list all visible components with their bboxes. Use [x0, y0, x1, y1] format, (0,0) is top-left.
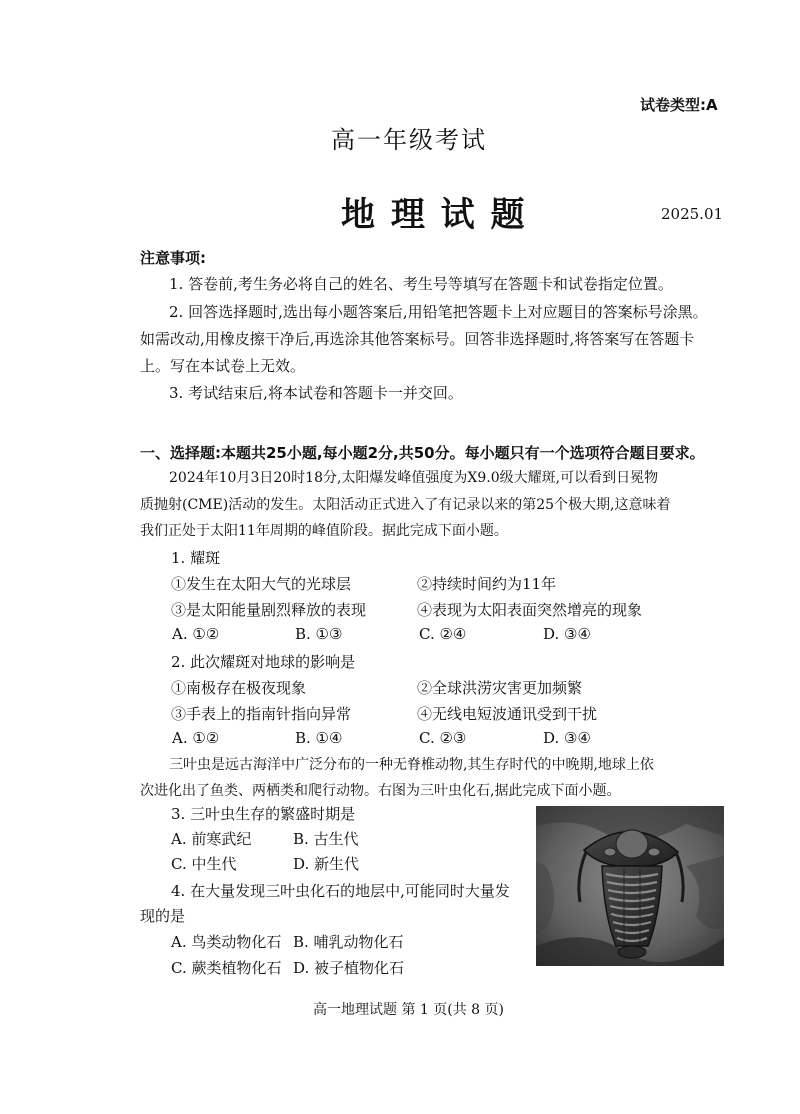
statement-item: ①发生在太阳大气的光球层 — [171, 575, 352, 593]
exam-date: 2025.01 — [661, 205, 724, 223]
answer-option: A. 鸟类动物化石 — [171, 933, 282, 951]
passage-line: 2024年10月3日20时18分,太阳爆发峰值强度为X9.0级大耀斑,可以看到日冕物 — [169, 470, 659, 486]
statement-item: ③手表上的指南针指向异常 — [171, 705, 352, 723]
answer-option: C. 中生代 — [171, 855, 237, 873]
notice-heading: 注意事项: — [140, 249, 206, 267]
question-stem: 3. 三叶虫生存的繁盛时期是 — [171, 805, 356, 823]
answer-option: D. ③④ — [543, 729, 591, 747]
question-stem: 2. 此次耀斑对地球的影响是 — [171, 653, 356, 671]
section-heading: 一、选择题:本题共25小题,每小题2分,共50分。每小题只有一个选项符合题目要求。 — [140, 444, 705, 462]
statement-item: ②全球洪涝灾害更加频繁 — [417, 679, 583, 697]
answer-option: B. ①③ — [295, 625, 343, 643]
paper-type-label: 试卷类型:A — [640, 96, 718, 114]
answer-option: C. ②④ — [419, 625, 467, 643]
notice-line: 如需改动,用橡皮擦干净后,再选涂其他答案标号。回答非选择题时,将答案写在答题卡 — [140, 330, 695, 348]
notice-line: 1. 答卷前,考生务必将自己的姓名、考生号等填写在答题卡和试卷指定位置。 — [169, 275, 673, 293]
statement-item: ②持续时间约为11年 — [417, 575, 557, 593]
subject-title: 地 理 试 题 — [341, 195, 527, 235]
answer-option: B. ①④ — [295, 729, 343, 747]
statement-item: ①南极存在极夜现象 — [171, 679, 307, 697]
page-footer: 高一地理试题 第 1 页(共 8 页) — [313, 1002, 504, 1018]
answer-option: D. 新生代 — [293, 855, 360, 873]
answer-option: D. 被子植物化石 — [293, 959, 405, 977]
passage-line: 三叶虫是远古海洋中广泛分布的一种无脊椎动物,其生存时代的中晚期,地球上依 — [169, 757, 654, 773]
passage-line: 我们正处于太阳11年周期的峰值阶段。据此完成下面小题。 — [140, 523, 508, 539]
passage-line: 质抛射(CME)活动的发生。太阳活动正式进入了有记录以来的第25个极大期,这意味着 — [140, 497, 671, 513]
question-stem: 1. 耀斑 — [171, 549, 221, 567]
answer-option: B. 哺乳动物化石 — [293, 933, 404, 951]
notice-line: 上。写在本试卷上无效。 — [140, 357, 306, 375]
statement-item: ③是太阳能量剧烈释放的表现 — [171, 601, 367, 619]
question-stem: 4. 在大量发现三叶虫化石的地层中,可能同时大量发 — [171, 882, 510, 900]
question-stem: 现的是 — [140, 907, 186, 925]
answer-option: A. ①② — [172, 729, 220, 747]
answer-option: C. ②③ — [419, 729, 467, 747]
answer-option: D. ③④ — [543, 625, 591, 643]
trilobite-fossil-photo — [536, 806, 724, 966]
exam-grade-title: 高一年级考试 — [331, 126, 487, 154]
passage-line: 次进化出了鱼类、两栖类和爬行动物。右图为三叶虫化石,据此完成下面小题。 — [140, 783, 621, 799]
answer-option: B. 古生代 — [293, 830, 359, 848]
notice-line: 2. 回答选择题时,选出每小题答案后,用铅笔把答题卡上对应题目的答案标号涂黑。 — [169, 303, 708, 321]
answer-option: A. ①② — [172, 625, 220, 643]
answer-option: C. 蕨类植物化石 — [171, 959, 282, 977]
answer-option: A. 前寒武纪 — [171, 830, 252, 848]
notice-line: 3. 考试结束后,将本试卷和答题卡一并交回。 — [169, 384, 463, 402]
statement-item: ④表现为太阳表面突然增亮的现象 — [417, 601, 643, 619]
statement-item: ④无线电短波通讯受到干扰 — [417, 705, 598, 723]
